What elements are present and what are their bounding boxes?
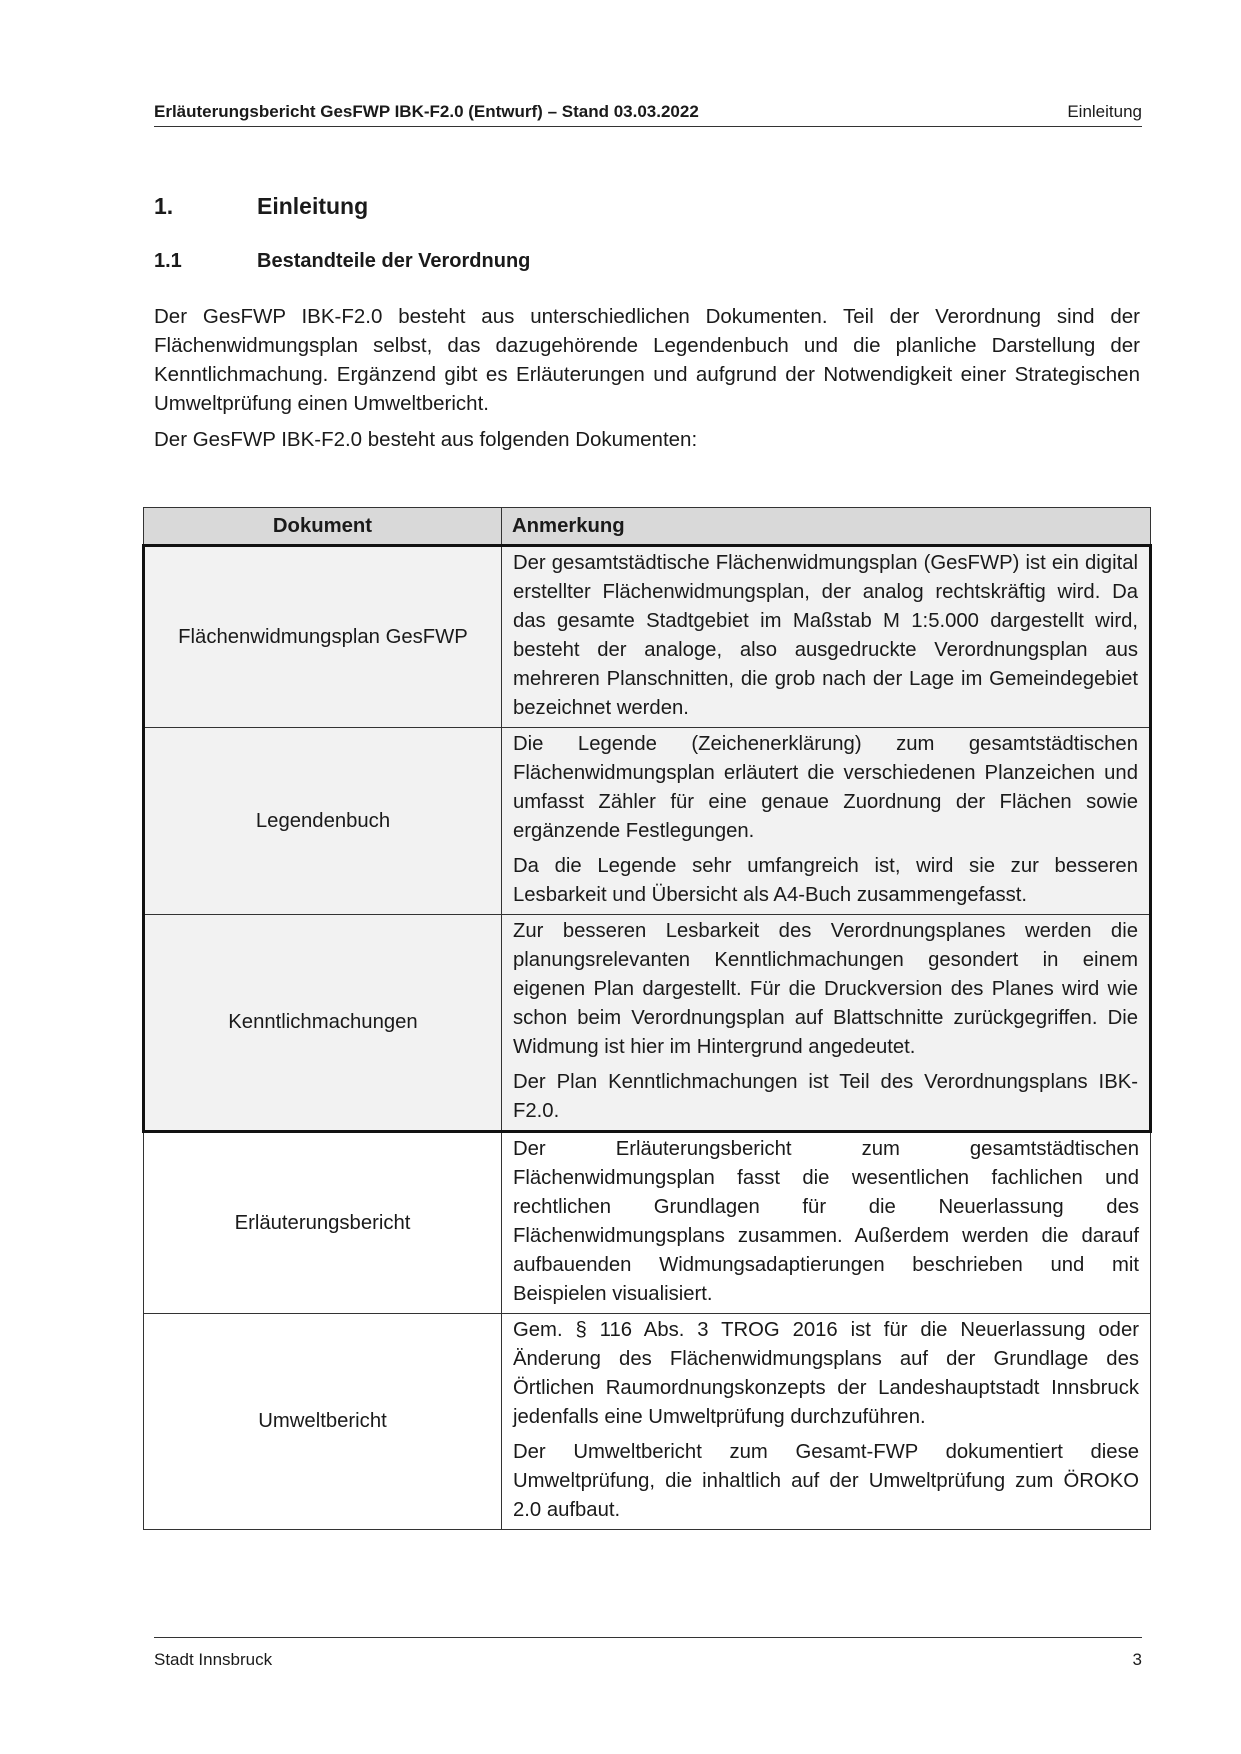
document-notes xyxy=(502,546,1151,728)
documents-table xyxy=(142,507,1152,1530)
section-title: Einleitung xyxy=(257,193,369,219)
document-notes xyxy=(502,1132,1151,1314)
note-paragraph: Gem. § 116 Abs. 3 TROG 2016 ist für die Neuerlassung oder Änderung des Flächenwidmungsplans auf der Grundlage des Örtlichen Raumordnungskonzepts der Landeshauptstadt Innsbruck jedenfalls eine Umweltprüfung durchzuführen. xyxy=(513,1319,1139,1428)
column-header-notes: Anmerkung xyxy=(502,508,1151,546)
document-notes xyxy=(502,1314,1151,1530)
subsection-title: Bestandteile der Verordnung xyxy=(257,250,531,272)
footer-publisher: Stadt Innsbruck xyxy=(154,1650,273,1669)
page-header xyxy=(154,102,1142,127)
list-intro-paragraph: Der GesFWP IBK-F2.0 besteht aus folgenden Dokumenten: xyxy=(154,428,698,451)
document-notes xyxy=(502,728,1151,915)
document-name: Kenntlichmachungen xyxy=(144,915,502,1132)
subsection-heading xyxy=(154,250,530,273)
document-name: Legendenbuch xyxy=(144,728,502,915)
header-document-title: Erläuterungsbericht GesFWP IBK-F2.0 (Entwurf) – Stand 03.03.2022 xyxy=(154,102,699,121)
table-row xyxy=(144,546,1151,728)
section-heading xyxy=(154,193,368,220)
note-paragraph: Der gesamtstädtische Flächenwidmungsplan (GesFWP) ist ein digital erstellter Flächenwidmungsplan, der analog rechtskräftig wird. Da das gesamte Stadtgebiet im Maßstab M 1:5.000 dargestellt wird, besteht der analoge, also ausgedruckte Verordnungsplan aus mehreren Planschnitten, die grob nach der Lage im Gemeindegebiet bezeichnet werden. xyxy=(513,552,1138,719)
note-paragraph: Da die Legende sehr umfangreich ist, wird sie zur besseren Lesbarkeit und Übersicht als A4-Buch zusammengefasst. xyxy=(513,855,1138,906)
section-number: 1. xyxy=(154,193,174,219)
note-paragraph: Der Plan Kenntlichmachungen ist Teil des Verordnungsplans IBK-F2.0. xyxy=(513,1071,1138,1122)
note-paragraph: Zur besseren Lesbarkeit des Verordnungsplanes werden die planungsrelevanten Kenntlichmachungen gesondert in einem eigenen Plan dargestellt. Für die Druckversion des Planes wird wie schon beim Verordnungsplan auf Blattschnitte zurückgegriffen. Die Widmung ist hier im Hintergrund angedeutet. xyxy=(513,920,1138,1058)
table-row xyxy=(144,1314,1151,1530)
document-name: Umweltbericht xyxy=(144,1314,502,1530)
table-row xyxy=(144,915,1151,1132)
note-paragraph: Die Legende (Zeichenerklärung) zum gesamtstädtischen Flächenwidmungsplan erläutert die verschiedenen Planzeichen und umfasst Zähler für eine genaue Zuordnung der Flächen sowie ergänzende Festlegungen. xyxy=(513,733,1138,842)
note-paragraph: Der Umweltbericht zum Gesamt-FWP dokumentiert diese Umweltprüfung, die inhaltlich auf der Umweltprüfung zum ÖROKO 2.0 aufbaut. xyxy=(513,1441,1139,1521)
document-notes xyxy=(502,915,1151,1132)
table-row xyxy=(144,728,1151,915)
table-header-row xyxy=(144,508,1151,546)
page-footer xyxy=(154,1637,1142,1670)
document-name: Erläuterungsbericht xyxy=(144,1132,502,1314)
intro-paragraph: Der GesFWP IBK-F2.0 besteht aus unterschiedlichen Dokumenten. Teil der Verordnung sind der Flächenwidmungsplan selbst, das dazugehörende Legendenbuch und die planliche Darstellung der Kenntlichmachung. Ergänzend gibt es Erläuterungen und aufgrund der Notwendigkeit einer Strategischen Umweltprüfung einen Umweltbericht. xyxy=(154,305,1140,415)
note-paragraph: Der Erläuterungsbericht zum gesamtstädtischen Flächenwidmungsplan fasst die wesentlichen fachlichen und rechtlichen Grundlagen für die Neuerlassung des Flächenwidmungsplans zusammen. Außerdem werden die darauf aufbauenden Widmungsadaptierungen beschrieben und mit Beispielen visualisiert. xyxy=(513,1138,1139,1305)
document-name: Flächenwidmungsplan GesFWP xyxy=(144,546,502,728)
header-chapter: Einleitung xyxy=(1067,102,1142,121)
subsection-number: 1.1 xyxy=(154,250,182,272)
table-row xyxy=(144,1132,1151,1314)
page-number: 3 xyxy=(1132,1650,1142,1669)
column-header-document: Dokument xyxy=(144,508,502,546)
